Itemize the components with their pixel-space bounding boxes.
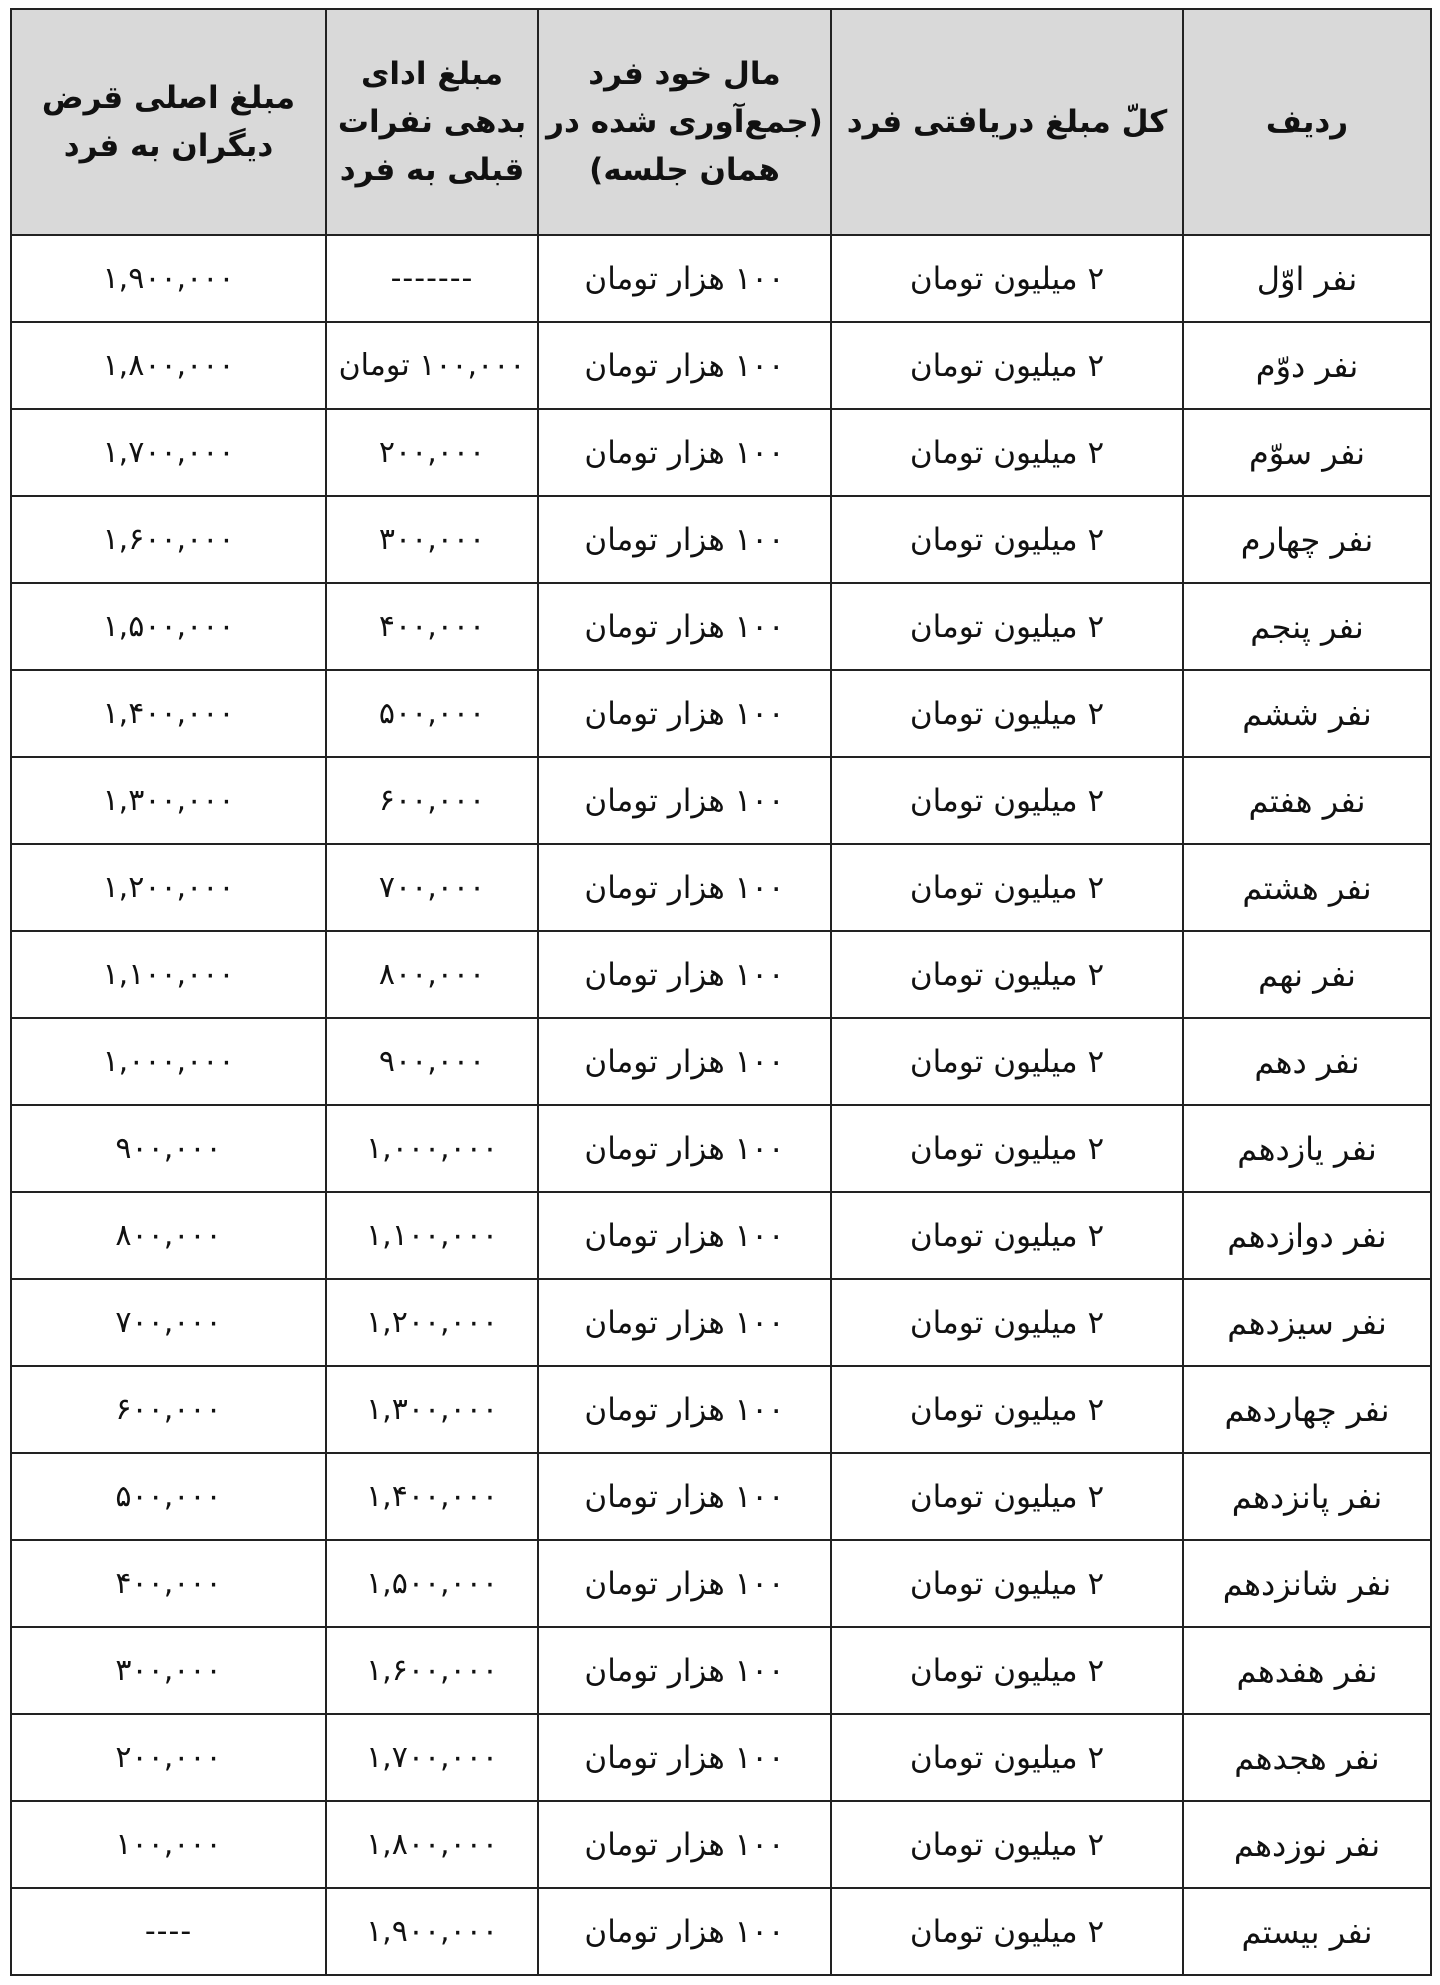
loan-table-container bbox=[10, 8, 1430, 1976]
own-money-cell: ۱۰۰ هزار تومان bbox=[538, 409, 831, 496]
row-label: نفر هشتم bbox=[1183, 844, 1431, 931]
previous-debt-cell: ------- bbox=[326, 235, 538, 322]
table-row bbox=[11, 1888, 1431, 1975]
previous-debt-cell: ۱,۳۰۰,۰۰۰ bbox=[326, 1366, 538, 1453]
loan-repayment-table bbox=[10, 8, 1432, 1976]
principal-loan-cell: ۲۰۰,۰۰۰ bbox=[11, 1714, 326, 1801]
row-label: نفر نوزدهم bbox=[1183, 1801, 1431, 1888]
own-money-cell: ۱۰۰ هزار تومان bbox=[538, 583, 831, 670]
total-received-cell: ۲ میلیون تومان bbox=[831, 1018, 1183, 1105]
table-row bbox=[11, 1279, 1431, 1366]
previous-debt-cell: ۱,۱۰۰,۰۰۰ bbox=[326, 1192, 538, 1279]
total-received-cell: ۲ میلیون تومان bbox=[831, 1888, 1183, 1975]
table-row bbox=[11, 670, 1431, 757]
previous-debt-cell: ۷۰۰,۰۰۰ bbox=[326, 844, 538, 931]
table-row bbox=[11, 1366, 1431, 1453]
principal-loan-cell: ۱,۳۰۰,۰۰۰ bbox=[11, 757, 326, 844]
principal-loan-cell: ۵۰۰,۰۰۰ bbox=[11, 1453, 326, 1540]
principal-loan-cell: ۷۰۰,۰۰۰ bbox=[11, 1279, 326, 1366]
previous-debt-cell: ۱۰۰,۰۰۰ تومان bbox=[326, 322, 538, 409]
table-row bbox=[11, 1801, 1431, 1888]
own-money-cell: ۱۰۰ هزار تومان bbox=[538, 1105, 831, 1192]
table-row bbox=[11, 1627, 1431, 1714]
own-money-cell: ۱۰۰ هزار تومان bbox=[538, 1540, 831, 1627]
row-label: نفر دوّم bbox=[1183, 322, 1431, 409]
table-row bbox=[11, 1714, 1431, 1801]
previous-debt-cell: ۹۰۰,۰۰۰ bbox=[326, 1018, 538, 1105]
principal-loan-cell: ۱۰۰,۰۰۰ bbox=[11, 1801, 326, 1888]
table-row bbox=[11, 1105, 1431, 1192]
own-money-cell: ۱۰۰ هزار تومان bbox=[538, 844, 831, 931]
own-money-cell: ۱۰۰ هزار تومان bbox=[538, 757, 831, 844]
own-money-cell: ۱۰۰ هزار تومان bbox=[538, 670, 831, 757]
row-label: نفر ششم bbox=[1183, 670, 1431, 757]
principal-loan-cell: ۸۰۰,۰۰۰ bbox=[11, 1192, 326, 1279]
row-label: نفر هجدهم bbox=[1183, 1714, 1431, 1801]
table-row bbox=[11, 322, 1431, 409]
previous-debt-cell: ۱,۸۰۰,۰۰۰ bbox=[326, 1801, 538, 1888]
row-label: نفر بیستم bbox=[1183, 1888, 1431, 1975]
row-label: نفر دوازدهم bbox=[1183, 1192, 1431, 1279]
total-received-cell: ۲ میلیون تومان bbox=[831, 1192, 1183, 1279]
total-received-cell: ۲ میلیون تومان bbox=[831, 1105, 1183, 1192]
row-label: نفر نهم bbox=[1183, 931, 1431, 1018]
own-money-cell: ۱۰۰ هزار تومان bbox=[538, 1366, 831, 1453]
previous-debt-cell: ۱,۶۰۰,۰۰۰ bbox=[326, 1627, 538, 1714]
row-label: نفر هفدهم bbox=[1183, 1627, 1431, 1714]
previous-debt-cell: ۸۰۰,۰۰۰ bbox=[326, 931, 538, 1018]
own-money-cell: ۱۰۰ هزار تومان bbox=[538, 1453, 831, 1540]
table-row bbox=[11, 1192, 1431, 1279]
total-received-cell: ۲ میلیون تومان bbox=[831, 583, 1183, 670]
principal-loan-cell: ۴۰۰,۰۰۰ bbox=[11, 1540, 326, 1627]
principal-loan-cell: ۱,۵۰۰,۰۰۰ bbox=[11, 583, 326, 670]
principal-loan-cell: ۱,۹۰۰,۰۰۰ bbox=[11, 235, 326, 322]
row-label: نفر چهاردهم bbox=[1183, 1366, 1431, 1453]
table-row bbox=[11, 844, 1431, 931]
previous-debt-cell: ۵۰۰,۰۰۰ bbox=[326, 670, 538, 757]
total-received-cell: ۲ میلیون تومان bbox=[831, 1279, 1183, 1366]
previous-debt-cell: ۱,۲۰۰,۰۰۰ bbox=[326, 1279, 538, 1366]
total-received-cell: ۲ میلیون تومان bbox=[831, 1627, 1183, 1714]
own-money-cell: ۱۰۰ هزار تومان bbox=[538, 235, 831, 322]
total-received-cell: ۲ میلیون تومان bbox=[831, 496, 1183, 583]
previous-debt-cell: ۴۰۰,۰۰۰ bbox=[326, 583, 538, 670]
principal-loan-cell: ۱,۰۰۰,۰۰۰ bbox=[11, 1018, 326, 1105]
own-money-cell: ۱۰۰ هزار تومان bbox=[538, 1279, 831, 1366]
principal-loan-cell: ۱,۴۰۰,۰۰۰ bbox=[11, 670, 326, 757]
row-label: نفر پانزدهم bbox=[1183, 1453, 1431, 1540]
row-label: نفر پنجم bbox=[1183, 583, 1431, 670]
header-row-number: ردیف bbox=[1183, 9, 1431, 235]
row-label: نفر شانزدهم bbox=[1183, 1540, 1431, 1627]
row-label: نفر چهارم bbox=[1183, 496, 1431, 583]
previous-debt-cell: ۱,۵۰۰,۰۰۰ bbox=[326, 1540, 538, 1627]
own-money-cell: ۱۰۰ هزار تومان bbox=[538, 931, 831, 1018]
previous-debt-cell: ۱,۰۰۰,۰۰۰ bbox=[326, 1105, 538, 1192]
table-row bbox=[11, 1453, 1431, 1540]
total-received-cell: ۲ میلیون تومان bbox=[831, 670, 1183, 757]
header-previous-debt-paid: مبلغ ادای بدهی نفرات قبلی به فرد bbox=[326, 9, 538, 235]
principal-loan-cell: ۱,۷۰۰,۰۰۰ bbox=[11, 409, 326, 496]
own-money-cell: ۱۰۰ هزار تومان bbox=[538, 1714, 831, 1801]
principal-loan-cell: ۹۰۰,۰۰۰ bbox=[11, 1105, 326, 1192]
principal-loan-cell: ۱,۱۰۰,۰۰۰ bbox=[11, 931, 326, 1018]
principal-loan-cell: ۱,۸۰۰,۰۰۰ bbox=[11, 322, 326, 409]
own-money-cell: ۱۰۰ هزار تومان bbox=[538, 1018, 831, 1105]
table-header-row bbox=[11, 9, 1431, 235]
principal-loan-cell: ۶۰۰,۰۰۰ bbox=[11, 1366, 326, 1453]
header-total-received: کلّ مبلغ دریافتی فرد bbox=[831, 9, 1183, 235]
header-principal-loan: مبلغ اصلی قرض دیگران به فرد bbox=[11, 9, 326, 235]
previous-debt-cell: ۱,۷۰۰,۰۰۰ bbox=[326, 1714, 538, 1801]
total-received-cell: ۲ میلیون تومان bbox=[831, 1453, 1183, 1540]
principal-loan-cell: ۳۰۰,۰۰۰ bbox=[11, 1627, 326, 1714]
principal-loan-cell: ۱,۶۰۰,۰۰۰ bbox=[11, 496, 326, 583]
total-received-cell: ۲ میلیون تومان bbox=[831, 1366, 1183, 1453]
table-row bbox=[11, 583, 1431, 670]
total-received-cell: ۲ میلیون تومان bbox=[831, 1540, 1183, 1627]
table-row bbox=[11, 409, 1431, 496]
own-money-cell: ۱۰۰ هزار تومان bbox=[538, 1888, 831, 1975]
row-label: نفر اوّل bbox=[1183, 235, 1431, 322]
own-money-cell: ۱۰۰ هزار تومان bbox=[538, 1801, 831, 1888]
previous-debt-cell: ۶۰۰,۰۰۰ bbox=[326, 757, 538, 844]
total-received-cell: ۲ میلیون تومان bbox=[831, 322, 1183, 409]
table-row bbox=[11, 1540, 1431, 1627]
previous-debt-cell: ۱,۹۰۰,۰۰۰ bbox=[326, 1888, 538, 1975]
total-received-cell: ۲ میلیون تومان bbox=[831, 409, 1183, 496]
table-row bbox=[11, 235, 1431, 322]
previous-debt-cell: ۲۰۰,۰۰۰ bbox=[326, 409, 538, 496]
total-received-cell: ۲ میلیون تومان bbox=[831, 1714, 1183, 1801]
total-received-cell: ۲ میلیون تومان bbox=[831, 757, 1183, 844]
total-received-cell: ۲ میلیون تومان bbox=[831, 844, 1183, 931]
table-row bbox=[11, 1018, 1431, 1105]
row-label: نفر هفتم bbox=[1183, 757, 1431, 844]
previous-debt-cell: ۱,۴۰۰,۰۰۰ bbox=[326, 1453, 538, 1540]
principal-loan-cell: ---- bbox=[11, 1888, 326, 1975]
table-row bbox=[11, 931, 1431, 1018]
previous-debt-cell: ۳۰۰,۰۰۰ bbox=[326, 496, 538, 583]
row-label: نفر یازدهم bbox=[1183, 1105, 1431, 1192]
row-label: نفر دهم bbox=[1183, 1018, 1431, 1105]
table-body bbox=[11, 235, 1431, 1975]
table-row bbox=[11, 496, 1431, 583]
row-label: نفر سیزدهم bbox=[1183, 1279, 1431, 1366]
own-money-cell: ۱۰۰ هزار تومان bbox=[538, 1627, 831, 1714]
total-received-cell: ۲ میلیون تومان bbox=[831, 235, 1183, 322]
table-row bbox=[11, 757, 1431, 844]
principal-loan-cell: ۱,۲۰۰,۰۰۰ bbox=[11, 844, 326, 931]
own-money-cell: ۱۰۰ هزار تومان bbox=[538, 322, 831, 409]
own-money-cell: ۱۰۰ هزار تومان bbox=[538, 1192, 831, 1279]
total-received-cell: ۲ میلیون تومان bbox=[831, 1801, 1183, 1888]
own-money-cell: ۱۰۰ هزار تومان bbox=[538, 496, 831, 583]
total-received-cell: ۲ میلیون تومان bbox=[831, 931, 1183, 1018]
header-own-money: مال خود فرد (جمع‌آوری شده در همان جلسه) bbox=[538, 9, 831, 235]
row-label: نفر سوّم bbox=[1183, 409, 1431, 496]
